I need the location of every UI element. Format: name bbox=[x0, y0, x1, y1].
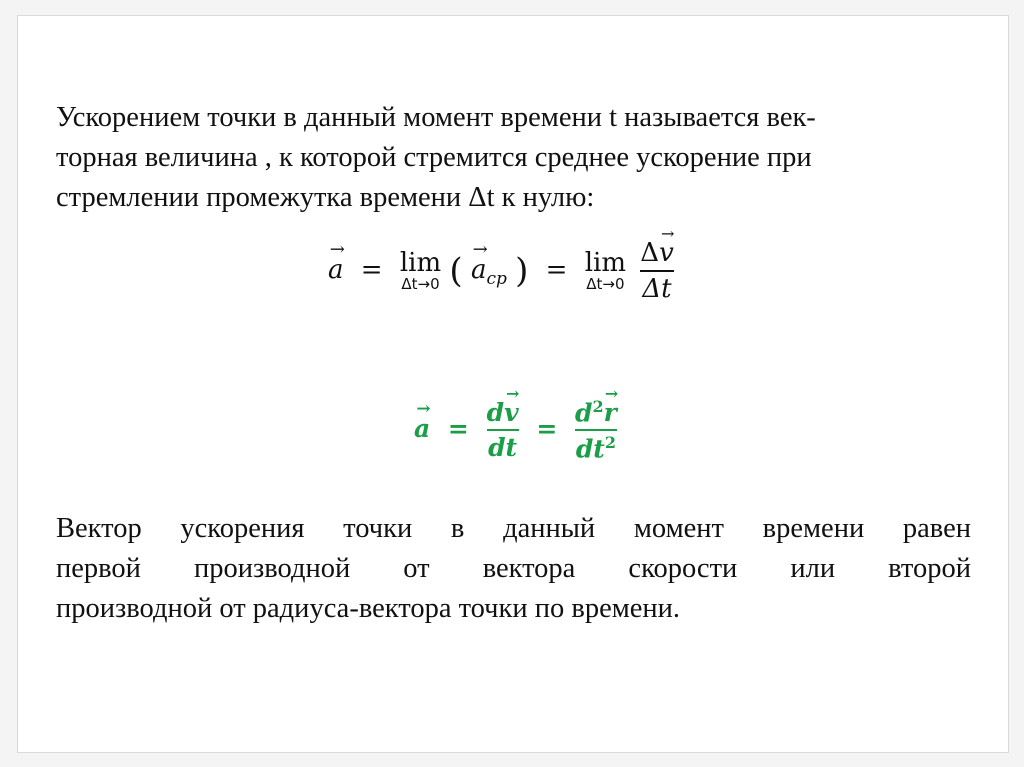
fraction-denominator: $dt^2$ bbox=[575, 433, 616, 464]
fraction-numerator: d → v bbox=[486, 384, 520, 428]
acceleration-vector-symbol: → a bbox=[328, 239, 345, 285]
lim-word: lim bbox=[399, 247, 442, 278]
intro-line-3: стремлении промежутка времени Δt к нулю: bbox=[56, 182, 595, 213]
fraction-bar bbox=[575, 429, 617, 431]
conclusion-line-2: первой производной от вектора скорости или второй bbox=[56, 553, 971, 584]
fraction-numerator: Δ → v bbox=[640, 224, 675, 268]
vector-arrow-icon: → bbox=[416, 398, 431, 419]
conclusion-line-3: производной от радиуса-вектора точки по времени. bbox=[56, 593, 681, 624]
fraction-bar bbox=[487, 429, 519, 431]
delta-v-over-delta-t bbox=[640, 224, 675, 304]
acceleration-vector-symbol: → a bbox=[414, 398, 431, 443]
d2r-over-dt2 bbox=[575, 384, 619, 464]
acceleration-derivative-formula bbox=[414, 384, 619, 464]
limit-operator bbox=[399, 247, 442, 293]
dv-over-dt bbox=[486, 384, 520, 463]
average-acceleration-symbol: → a bbox=[470, 239, 488, 285]
vector-arrow-icon: → bbox=[329, 239, 345, 260]
equals-sign: = bbox=[536, 413, 558, 443]
intro-line-2: торная величина , к которой стремится среднее ускорение при bbox=[56, 142, 812, 173]
intro-line-1: Ускорением точки в данный момент времени t называется век- bbox=[56, 102, 816, 133]
equals-sign: = bbox=[447, 413, 469, 443]
vector-arrow-icon: → bbox=[505, 384, 520, 404]
acceleration-limit-formula bbox=[328, 224, 675, 304]
average-subscript: ср bbox=[486, 269, 507, 290]
fraction-denominator: dt bbox=[488, 433, 518, 463]
slide bbox=[17, 15, 1009, 753]
vector-arrow-icon: → bbox=[472, 239, 488, 260]
equals-sign: = bbox=[360, 255, 383, 285]
limit-operator bbox=[584, 247, 627, 293]
paren-close: ) bbox=[515, 251, 529, 291]
vector-arrow-icon: → bbox=[604, 384, 619, 404]
fraction-numerator: $d^2$ → r bbox=[575, 384, 619, 428]
intro-paragraph bbox=[56, 98, 936, 218]
lim-subscript: Δt→0 bbox=[401, 274, 440, 293]
lim-word: lim bbox=[584, 247, 627, 278]
fraction-denominator: Δt bbox=[642, 274, 672, 304]
equals-sign: = bbox=[545, 255, 568, 285]
conclusion-line-1: Вектор ускорения точки в данный момент времени равен bbox=[56, 513, 971, 544]
fraction-bar bbox=[640, 270, 673, 272]
lim-subscript: Δt→0 bbox=[586, 274, 625, 293]
vector-arrow-icon: → bbox=[661, 224, 675, 243]
paren-open: ( bbox=[449, 251, 463, 291]
conclusion-paragraph bbox=[56, 509, 971, 629]
